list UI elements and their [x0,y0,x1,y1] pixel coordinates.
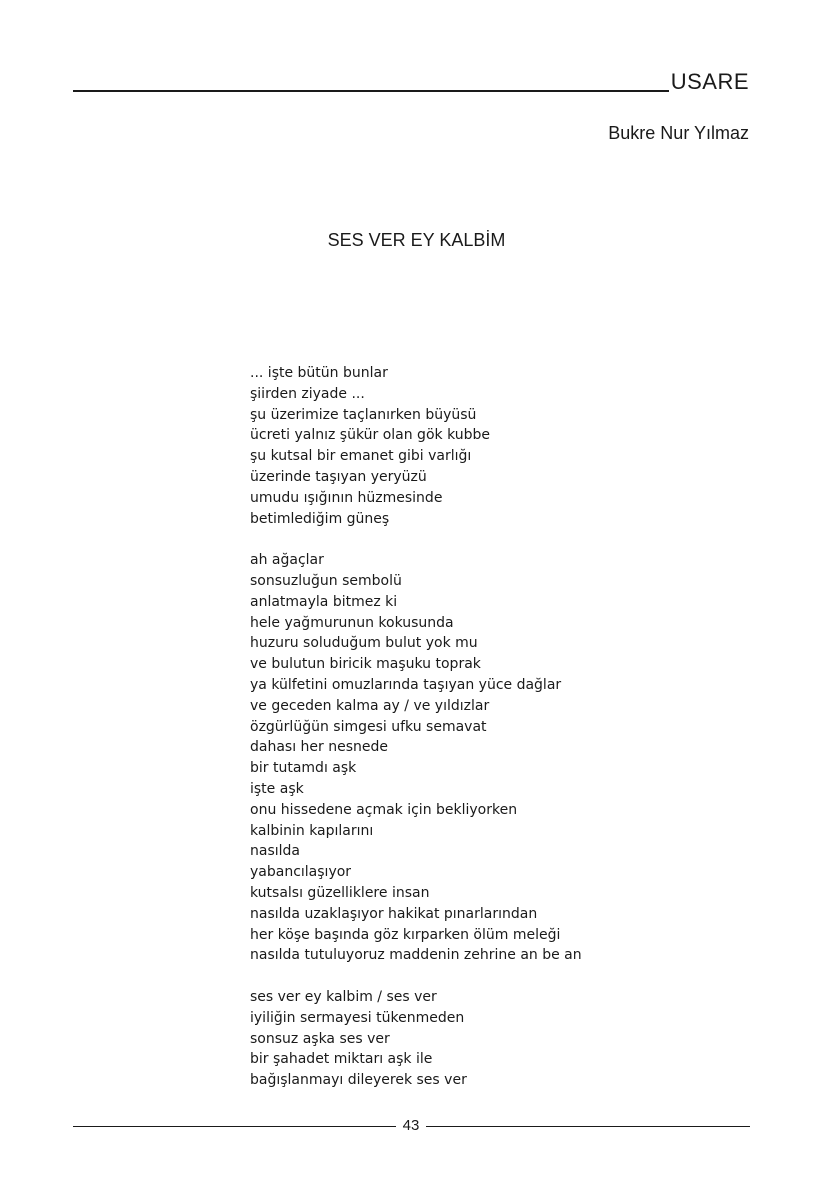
page-number: 43 [402,1117,420,1134]
poem-line: şu kutsal bir emanet gibi varlığı [250,448,472,465]
poem-line: işte aşk [250,780,304,797]
poem-line: huzuru soluduğum bulut yok mu [250,635,478,652]
poem-line: ses ver ey kalbim / ses ver [250,988,437,1005]
poem-line: anlatmayla bitmez ki [250,593,398,610]
poem-line: kalbinin kapılarını [250,822,374,839]
poem-line: ve geceden kalma ay / ve yıldızlar [250,697,490,714]
poem-title: SES VER EY KALBİM [327,230,506,250]
poem-line: ah ağaçlar [250,552,324,569]
poem-line: bir şahadet miktarı aşk ile [250,1051,433,1068]
poem-line: özgürlüğün simgesi ufku semavat [250,718,487,735]
poem-line: hele yağmurunun kokusunda [250,614,454,631]
poem-line: her köşe başında göz kırparken ölüm meleği [250,926,561,943]
poem-line: şiirden ziyade ... [250,385,365,402]
footer-rule-right [426,1126,750,1127]
poem-line: nasılda [250,843,300,860]
poem-line: sonsuzluğun sembolü [250,572,402,589]
poem-line: betimlediğim güneş [250,510,390,527]
poem-line: bir tutamdı aşk [250,760,357,777]
poem-line: kutsalsı güzelliklere insan [250,884,430,901]
poem-line: şu üzerimize taçlanırken büyüsü [250,406,477,423]
poem-line: onu hissedene açmak için bekliyorken [250,801,518,818]
poem-line: üzerinde taşıyan yeryüzü [250,468,427,485]
poem-body [250,363,750,1091]
poem-stanza [250,550,750,966]
poem-line: nasılda uzaklaşıyor hakikat pınarlarından [250,905,538,922]
page-footer [73,1116,750,1138]
header-rule [73,90,669,92]
poem-line: yabancılaşıyor [250,864,352,881]
poem-line: ve bulutun biricik maşuku toprak [250,656,481,673]
poem-line: ücreti yalnız şükür olan gök kubbe [250,427,491,444]
footer-rule-left [73,1126,396,1127]
author-name: Bukre Nur Yılmaz [608,123,749,143]
poem-line: ya külfetini omuzlarında taşıyan yüce dağlar [250,676,562,693]
poem-line: nasılda tutuluyoruz maddenin zehrine an be an [250,947,582,964]
poem-line: bağışlanmayı dileyerek ses ver [250,1072,467,1089]
poem-line: iyiliğin sermayesi tükenmeden [250,1009,465,1026]
poem-line: ... işte bütün bunlar [250,365,388,381]
poem-line: dahası her nesnede [250,739,389,756]
poem-stanza [250,363,750,529]
poem-stanza [250,987,750,1091]
poem-line: sonsuz aşka ses ver [250,1030,390,1047]
journal-name: USARE [670,69,749,94]
poem-line: umudu ışığının hüzmesinde [250,489,443,506]
